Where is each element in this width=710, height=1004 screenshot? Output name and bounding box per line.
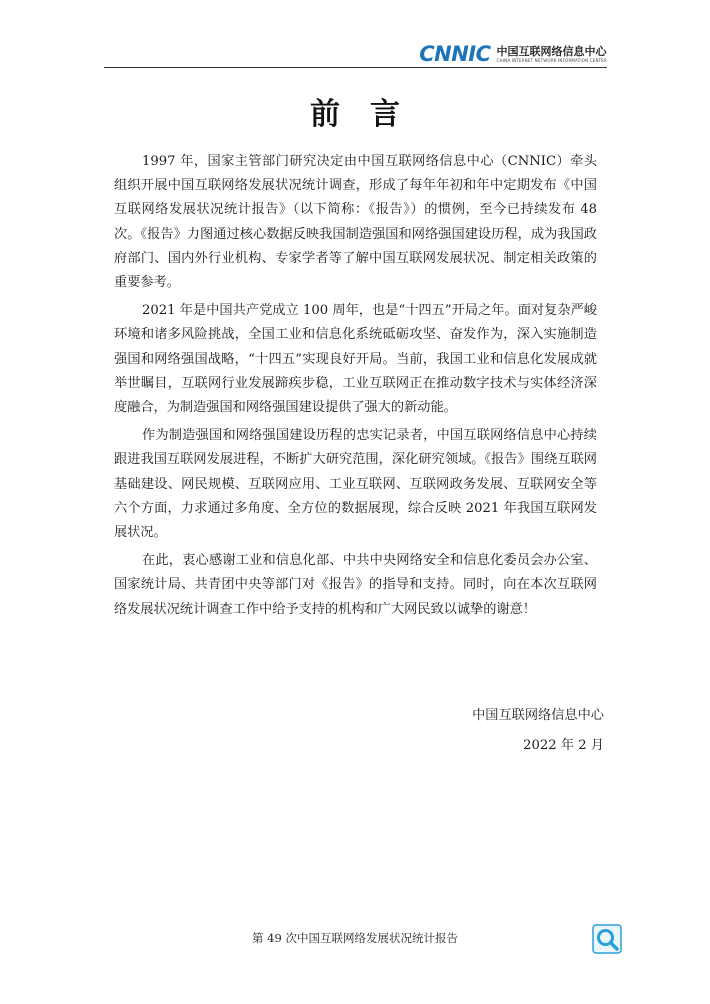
page-title: 前言	[310, 97, 430, 132]
logo-chinese-name: 中国互联网络信息中心	[496, 44, 607, 58]
magnifier-logo-icon	[592, 924, 622, 954]
signoff	[472, 701, 604, 761]
preface-body	[114, 150, 597, 626]
page-footer: 第 49 次中国互联网络发展状况统计报告	[252, 931, 458, 945]
paragraph-3: 作为制造强国和网络强国建设历程的忠实记录者，中国互联网络信息中心持续跟进我国互联网发展进程，不断扩大研究范围，深化研究领域。《报告》围绕互联网基础建设、网民规模、互联网应用、工业互联网、互联网政务发展、互联网安全等六个方面，力求通过多角度、全方位的数据展现，综合反映 2021 年我国互联网发展状况。	[114, 428, 597, 541]
header-rule	[104, 67, 607, 68]
paragraph-4: 在此，衷心感谢工业和信息化部、中共中央网络安全和信息化委员会办公室、国家统计局、共青团中央等部门对《报告》的指导和支持。同时，向在本次互联网络发展状况统计调查工作中给予支持的机构和广大网民致以诚挚的谢意！	[114, 553, 597, 617]
signoff-org: 中国互联网络信息中心	[472, 708, 604, 723]
logo-english-name: CHINA INTERNET NETWORK INFORMATION CENTER	[496, 57, 607, 63]
signoff-date: 2022 年 2 月	[523, 738, 604, 753]
logo-text-block	[497, 45, 607, 64]
page-header	[104, 42, 607, 70]
cnnic-logo	[419, 42, 607, 66]
paragraph-2: 2021 年是中国共产党成立 100 周年，也是“十四五”开局之年。面对复杂严峻环境和诸多风险挑战，全国工业和信息化系统砥砺攻坚、奋发作为，深入实施制造强国和网络强国战略，“十四五”实现良好开局。当前，我国工业和信息化发展成就举世瞩目，互联网行业发展蹄疾步稳，工业互联网正在推动数字技术与实体经济深度融合，为制造强国和网络强国建设提供了强大的新动能。	[114, 303, 597, 416]
paragraph-1: 1997 年，国家主管部门研究决定由中国互联网络信息中心（CNNIC）牵头组织开展中国互联网络发展状况统计调查，形成了每年年初和年中定期发布《中国互联网络发展状况统计报告》（以下简称：《报告》）的惯例，至今已持续发布 48 次。《报告》力图通过核心数据反映我国制造强国和网络强国建设历程，成为我国政府部门、国内外行业机构、专家学者等了解中国互联网发展状况、制定相关政策的重要参考。	[114, 154, 597, 291]
logo-mark: CNNIC	[419, 42, 491, 66]
